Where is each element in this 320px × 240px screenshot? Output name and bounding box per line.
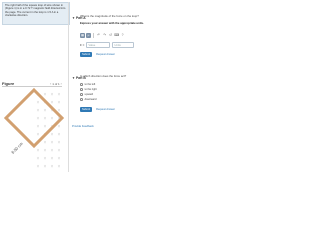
field-into-page-marker: × [50,124,54,130]
field-into-page-marker: × [57,92,61,98]
figure-pager-text: 1 of 1 [52,82,60,86]
field-into-page-marker: × [36,148,40,154]
field-into-page-marker: × [36,156,40,162]
field-into-page-marker: × [36,92,40,98]
template-icon[interactable]: ▦ [81,32,84,37]
reset-icon[interactable]: ↺ [109,32,112,37]
field-into-page-marker: × [57,108,61,114]
field-into-page-marker: × [36,116,40,122]
request-answer-link[interactable]: Request Answer [96,108,115,111]
equation-toolbar [80,32,125,38]
collapse-arrow-icon: ▼ [72,76,75,80]
field-into-page-marker: × [43,108,47,114]
answer-row [80,41,134,49]
figure-label: Figure [2,81,15,86]
wire-loop [6,90,62,146]
units-input[interactable]: Units [112,42,134,48]
radio-button[interactable] [80,83,83,86]
option-label: to the right [84,88,97,91]
toolbar-separator [93,33,94,38]
help-button[interactable]: ? [121,32,124,37]
request-answer-link[interactable]: Request Answer [96,53,115,56]
field-into-page-marker: × [43,132,47,138]
field-into-page-marker: × [57,140,61,146]
field-into-page-marker: × [36,108,40,114]
part-a-actions [80,52,115,57]
answer-prefix: F = [80,43,85,47]
field-into-page-marker: × [36,124,40,130]
field-into-page-marker: × [43,124,47,130]
field-into-page-marker: × [57,148,61,154]
radio-button[interactable] [80,88,83,91]
field-into-page-marker: × [43,156,47,162]
submit-button[interactable]: Submit [82,108,91,111]
option-downward[interactable] [80,97,97,102]
loop-side-label: 6.50 cm [10,141,24,155]
submit-button[interactable]: Submit [82,53,91,56]
part-a-question: What is the magnitude of the force on the loop? [80,14,139,18]
field-into-page-marker: × [43,100,47,106]
field-into-page-marker: × [50,92,54,98]
field-into-page-marker: × [50,140,54,146]
figure-diagram [4,88,66,176]
field-into-page-marker: × [50,116,54,122]
field-into-page-marker: × [43,140,47,146]
keyboard-icon[interactable]: ⌨ [114,32,119,37]
part-b-question: In which direction does the force act? [80,74,127,78]
option-label: downward [84,98,97,101]
radio-button[interactable] [80,93,83,96]
problem-intro: The right half of the square loop of wire shown in (Figure 1) is in a 0.72 T magnetic field directed into the page. The current in the loop is 1.5 A in a clockwise direction. [2,2,70,25]
chevron-right-icon[interactable]: › [60,81,62,86]
chevron-left-icon[interactable]: ‹ [50,81,52,86]
part-a-title: Part A [76,16,86,20]
part-b-title: Part B [76,76,86,80]
undo-icon[interactable]: ↶ [97,32,100,37]
field-into-page-marker: × [43,148,47,154]
option-label: upward [84,93,94,96]
field-into-page-marker: × [36,132,40,138]
direction-options [80,82,97,102]
field-into-page-marker: × [57,132,61,138]
field-into-page-marker: × [36,164,40,170]
redo-icon[interactable]: ↷ [103,32,106,37]
field-into-page-marker: × [50,156,54,162]
value-input[interactable]: Value [86,42,110,48]
field-into-page-marker: × [50,132,54,138]
field-into-page-marker: × [57,156,61,162]
field-into-page-marker: × [57,124,61,130]
field-into-page-marker: × [36,140,40,146]
panel-divider [68,2,69,172]
field-into-page-marker: × [50,148,54,154]
field-into-page-marker: × [57,100,61,106]
radio-button[interactable] [80,98,83,101]
field-into-page-marker: × [43,116,47,122]
part-a-instruction: Express your answer with the appropriate units. [80,21,144,25]
figure-divider [2,86,62,87]
field-into-page-marker: × [50,164,54,170]
field-into-page-marker: × [50,100,54,106]
option-label: to the left [84,83,96,86]
field-into-page-marker: × [43,164,47,170]
mu-button[interactable]: μ [87,32,90,37]
provide-feedback-link[interactable]: Provide Feedback [72,125,94,128]
field-into-page-marker: × [36,100,40,106]
field-into-page-marker: × [57,116,61,122]
part-b-actions [80,107,115,112]
field-into-page-marker: × [57,164,61,170]
field-into-page-marker: × [50,108,54,114]
collapse-arrow-icon: ▼ [72,16,75,20]
field-into-page-marker: × [43,92,47,98]
